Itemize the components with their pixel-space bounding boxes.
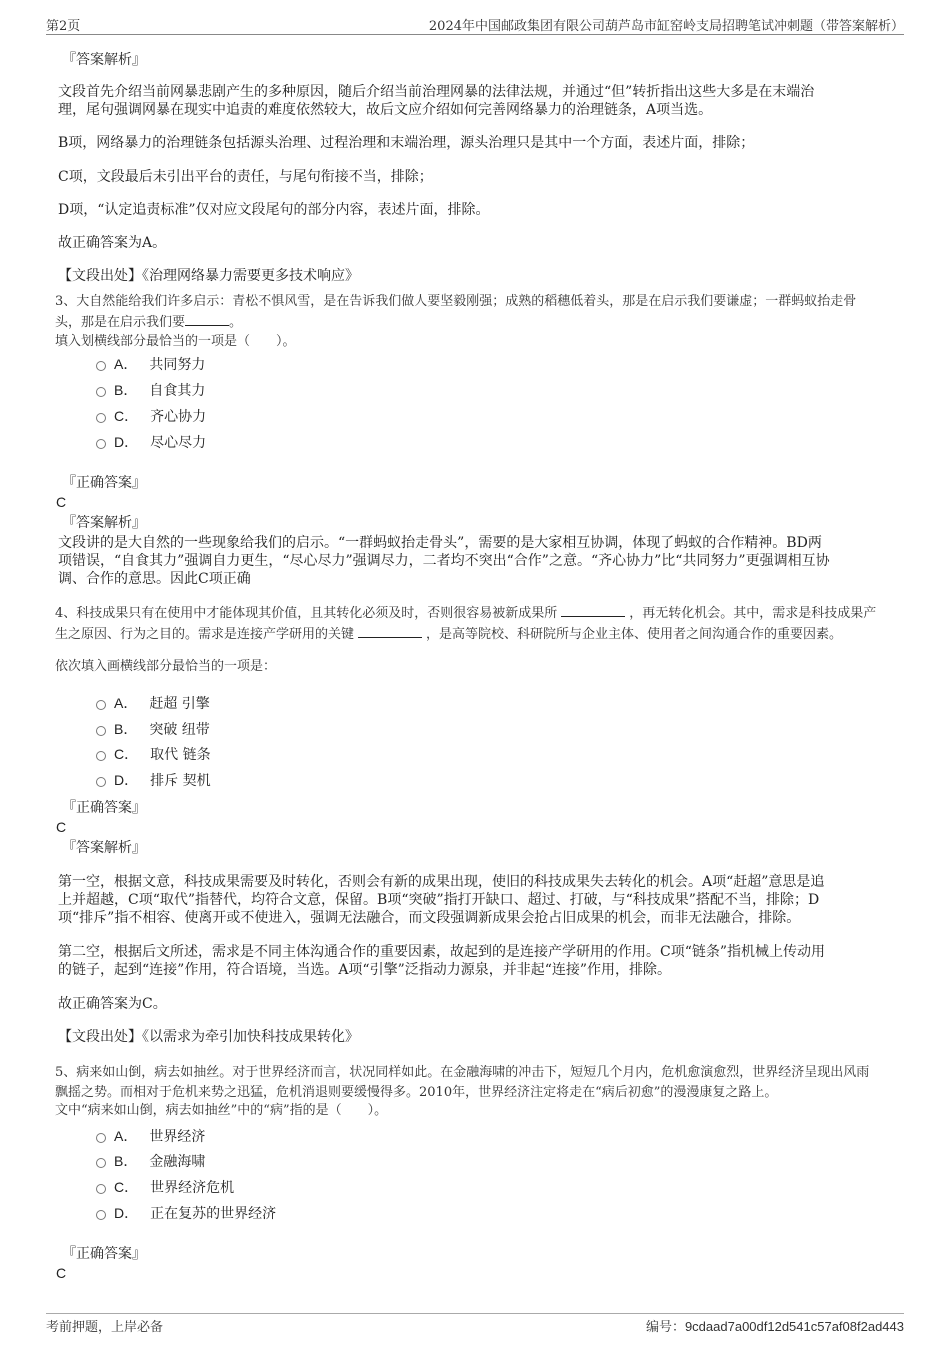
radio-icon[interactable] xyxy=(96,1210,106,1220)
correct-answer-label: 『正确答案』 xyxy=(62,800,146,816)
radio-icon[interactable] xyxy=(96,1158,106,1168)
footer-slogan: 考前押题，上岸必备 xyxy=(46,1320,164,1335)
analysis-text: 第一空，根据文意，科技成果需要及时转化，否则会有新的成果出现，使旧的科技成果失去转化的机会。A项“赶超”意思是追 xyxy=(58,874,825,890)
option-c[interactable]: C． 取代 链条 xyxy=(96,745,211,764)
fill-blank xyxy=(561,603,625,617)
option-a[interactable]: A． 共同努力 xyxy=(96,355,205,374)
document-title: 2024年中国邮政集团有限公司葫芦岛市缸窑岭支局招聘笔试冲刺题（带答案解析） xyxy=(428,19,904,34)
analysis-text: 项“排斥”指不相容、使离开或不使进入，强调无法融合，而文段强调新成果会抢占旧成果的机会，而非无法融合，排除。 xyxy=(58,910,801,926)
option-a[interactable]: A． 世界经济 xyxy=(96,1127,205,1146)
option-c[interactable]: C． 齐心协力 xyxy=(96,407,206,426)
conclusion-text: 故正确答案为A。 xyxy=(58,235,167,251)
question-stem: 生之原因、行为之目的。需求是连接产学研用的关键 ，是高等院校、科研院所与企业主体、使用者之间沟通合作的重要因素。 xyxy=(55,624,842,644)
document-code: 编号：9cdaad7a00df12d541c57af08f2ad443 xyxy=(645,1319,904,1335)
analysis-text: 项错误，“自食其力”强调自力更生，“尽心尽力”强调尽力，二者均不突出“合作”之意。“齐心协力”比“共同努力”更强调相互协 xyxy=(58,553,830,569)
correct-answer: C xyxy=(56,1265,67,1281)
fill-blank xyxy=(185,312,229,326)
analysis-text: 调、合作的意思。因此C项正确 xyxy=(58,571,251,587)
page-number: 第2页 xyxy=(46,19,81,34)
option-d[interactable]: D． 尽心尽力 xyxy=(96,433,206,452)
analysis-text: 上并超越，C项“取代”指替代，均符合文意，保留。B项“突破”指打开缺口、超过、打破，与“科技成果”搭配不当，排除；D xyxy=(58,892,820,908)
correct-answer-label: 『正确答案』 xyxy=(62,1246,146,1262)
radio-icon[interactable] xyxy=(96,1184,106,1194)
option-b[interactable]: B． 突破 纽带 xyxy=(96,720,210,739)
analysis-text: 的链子，起到“连接”作用，符合语境，当选。A项“引擎”泛指动力源泉，并非起“连接”作用，排除。 xyxy=(58,962,672,978)
radio-icon[interactable] xyxy=(96,700,106,710)
radio-icon[interactable] xyxy=(96,361,106,371)
correct-answer: C xyxy=(56,819,67,835)
source-citation: 【文段出处】《以需求为牵引加快科技成果转化》 xyxy=(58,1029,359,1045)
question-prompt: 依次填入画横线部分最恰当的一项是： xyxy=(55,659,277,674)
radio-icon[interactable] xyxy=(96,439,106,449)
analysis-text: C项，文段最后未引出平台的责任，与尾句衔接不当，排除； xyxy=(58,169,433,185)
analysis-label: 『答案解析』 xyxy=(62,52,146,68)
analysis-text: 文段讲的是大自然的一些现象给我们的启示。“一群蚂蚁抬走骨头”，需要的是大家相互协调，体现了蚂蚁的合作精神。BD两 xyxy=(58,535,822,551)
analysis-label: 『答案解析』 xyxy=(62,515,146,531)
question-prompt: 文中“病来如山倒，病去如抽丝”中的“病”指的是（ ）。 xyxy=(55,1103,388,1118)
radio-icon[interactable] xyxy=(96,387,106,397)
conclusion-text: 故正确答案为C。 xyxy=(58,996,167,1012)
question-stem: 飘摇之势。而相对于危机来势之迅猛，危机消退则要缓慢得多。2010年，世界经济注定将走在“病后初愈”的漫漫康复之路上。 xyxy=(55,1085,778,1100)
page-footer xyxy=(46,1313,904,1334)
correct-answer: C xyxy=(56,494,67,510)
option-c[interactable]: C． 世界经济危机 xyxy=(96,1178,234,1197)
option-b[interactable]: B． 金融海啸 xyxy=(96,1152,205,1171)
fill-blank xyxy=(358,624,422,638)
option-d[interactable]: D． 排斥 契机 xyxy=(96,771,211,790)
radio-icon[interactable] xyxy=(96,751,106,761)
question-stem: 3、大自然能给我们许多启示：青松不惧风雪，是在告诉我们做人要坚毅刚强；成熟的稻穗低着头，那是在启示我们要谦虚；一群蚂蚁抬走骨 xyxy=(55,294,857,309)
question-prompt: 填入划横线部分最恰当的一项是（ ）。 xyxy=(55,334,296,349)
radio-icon[interactable] xyxy=(96,726,106,736)
page-header xyxy=(46,14,904,35)
analysis-text: D项，“认定追责标准”仅对应文段尾句的部分内容，表述片面，排除。 xyxy=(58,202,490,218)
question-stem: 5、病来如山倒，病去如抽丝。对于世界经济而言，状况同样如此。在金融海啸的冲击下，短短几个月内，危机愈演愈烈，世界经济呈现出风雨 xyxy=(55,1065,870,1080)
correct-answer-label: 『正确答案』 xyxy=(62,475,146,491)
source-citation: 【文段出处】《治理网络暴力需要更多技术响应》 xyxy=(58,268,359,284)
question-stem: 头，那是在启示我们要 。 xyxy=(55,312,242,332)
radio-icon[interactable] xyxy=(96,777,106,787)
radio-icon[interactable] xyxy=(96,1133,106,1143)
question-stem: 4、科技成果只有在使用中才能体现其价值，且其转化必须及时，否则很容易被新成果所 ，再无转化机会。其中，需求是科技成果产 xyxy=(55,603,876,623)
analysis-label: 『答案解析』 xyxy=(62,840,146,856)
analysis-text: 理，尾句强调网暴在现实中追责的难度依然较大，故后文应介绍如何完善网络暴力的治理链条，A项当选。 xyxy=(58,102,713,118)
option-a[interactable]: A． 赶超 引擎 xyxy=(96,694,210,713)
option-b[interactable]: B． 自食其力 xyxy=(96,381,205,400)
analysis-text: 文段首先介绍当前网暴悲剧产生的多种原因，随后介绍当前治理网暴的法律法规，并通过“但”转折指出这些大多是在末端治 xyxy=(58,84,815,100)
analysis-text: B项，网络暴力的治理链条包括源头治理、过程治理和末端治理，源头治理只是其中一个方面，表述片面，排除； xyxy=(58,135,755,151)
radio-icon[interactable] xyxy=(96,413,106,423)
analysis-text: 第二空，根据后文所述，需求是不同主体沟通合作的重要因素，故起到的是连接产学研用的作用。C项“链条”指机械上传动用 xyxy=(58,944,826,960)
option-d[interactable]: D． 正在复苏的世界经济 xyxy=(96,1204,276,1223)
